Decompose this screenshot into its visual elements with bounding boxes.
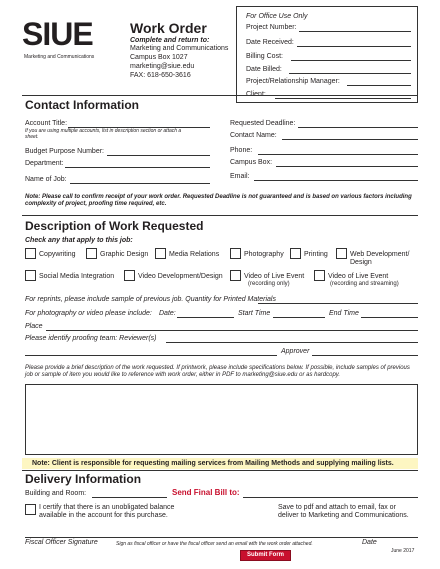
web-development-label-2: Design [350, 259, 372, 266]
address-line-4: FAX: 618-650-3616 [130, 72, 191, 79]
account-title-label: Account Title: [25, 120, 68, 127]
date-label: Date [362, 539, 377, 546]
send-bill-field[interactable] [243, 497, 418, 498]
social-media-checkbox[interactable] [25, 270, 36, 281]
deadline-label: Requested Deadline: [230, 120, 296, 127]
office-manager-field[interactable] [347, 85, 411, 86]
web-development-label: Web Development/ [350, 251, 410, 258]
photography-checkbox[interactable] [230, 248, 241, 259]
printing-checkbox[interactable] [290, 248, 301, 259]
reviewer-field[interactable] [166, 342, 418, 343]
shoot-date-label: Date: [159, 310, 176, 317]
office-client-label: Client: [246, 91, 266, 98]
phone-label: Phone: [230, 147, 253, 154]
approver-field[interactable] [312, 355, 418, 356]
certify-checkbox[interactable] [25, 504, 36, 515]
media-relations-checkbox[interactable] [155, 248, 166, 259]
save-pdf-text: Save to pdf and attach to email, fax or deliver to Marketing and Communications. [278, 504, 409, 519]
email-field[interactable] [254, 180, 418, 181]
video-live-recording-label: Video of Live Event [244, 273, 305, 280]
deadline-note: Note: Please call to confirm receipt of your work order. Requested Deadline is not guaranteed and is based on various factors including complexity of project, proofing time required, etc. [25, 194, 412, 207]
start-time-field[interactable] [273, 317, 325, 318]
reprints-quantity-field[interactable] [258, 303, 418, 304]
graphic-design-checkbox[interactable] [86, 248, 97, 259]
office-date-received-label: Date Received: [246, 39, 294, 46]
contact-name-field[interactable] [282, 139, 418, 140]
sign-note: Sign as fiscal officer or have the fiscal officer send an email with the work order attached. [116, 541, 313, 547]
video-development-label: Video Development/Design [138, 273, 223, 280]
building-room-field[interactable] [92, 497, 167, 498]
job-name-field[interactable] [70, 183, 210, 184]
office-date-billed-label: Date Billed: [246, 66, 282, 73]
version-label: June 2017 [391, 548, 415, 554]
copywriting-label: Copywriting [39, 251, 76, 258]
printing-label: Printing [304, 251, 328, 258]
end-time-label: End Time [329, 310, 359, 317]
office-project-number-label: Project Number: [246, 24, 297, 31]
logo-tagline: Marketing and Communications [24, 54, 95, 60]
copywriting-checkbox[interactable] [25, 248, 36, 259]
social-media-label: Social Media Integration [39, 273, 115, 280]
office-billing-cost-field[interactable] [291, 60, 411, 61]
mailing-note: Note: Client is responsible for requesting mailing services from Mailing Methods and supplying mailing lists. [32, 460, 394, 467]
photography-label: Photography [244, 251, 284, 258]
shoot-date-field[interactable] [177, 317, 234, 318]
reprints-label: For reprints, please include sample of previous job. Quantity for Printed Materials [25, 296, 276, 303]
certify-text: I certify that there is an unobligated balance available in the account for this purchase. [39, 504, 175, 519]
office-client-field[interactable] [275, 98, 411, 99]
video-live-streaming-label: Video of Live Event [328, 273, 389, 280]
description-textarea[interactable] [25, 384, 418, 455]
logo-wordmark: SIUE [22, 16, 93, 52]
office-project-number-field[interactable] [299, 31, 411, 32]
video-live-streaming-sub: (recording and streaming) [330, 281, 399, 287]
delivery-heading: Delivery Information [25, 472, 142, 486]
divider-contact [22, 95, 418, 96]
siue-logo [22, 18, 117, 62]
building-room-label: Building and Room: [25, 490, 87, 497]
end-time-field[interactable] [361, 317, 418, 318]
campus-box-field[interactable] [276, 166, 418, 167]
video-development-checkbox[interactable] [124, 270, 135, 281]
web-development-checkbox[interactable] [336, 248, 347, 259]
contact-name-label: Contact Name: [230, 132, 277, 139]
start-time-label: Start Time [238, 310, 271, 317]
department-label: Department: [25, 160, 64, 167]
campus-box-label: Campus Box: [230, 159, 273, 166]
proofing-label: Please identify proofing team: Reviewer(s) [25, 335, 157, 342]
video-live-streaming-checkbox[interactable] [314, 270, 325, 281]
office-use-title: For Office Use Only [246, 13, 308, 20]
check-apply-label: Check any that apply to this job: [25, 237, 133, 244]
department-field[interactable] [65, 167, 210, 168]
submit-form-button[interactable]: Submit Form [240, 550, 291, 561]
office-use-box [236, 6, 418, 103]
office-date-billed-field[interactable] [289, 73, 411, 74]
approver-label: Approver [281, 348, 310, 355]
account-note: If you are using multiple accounts, list in description section or attach a sheet. [25, 128, 182, 140]
address-line-2: Campus Box 1027 [130, 54, 188, 61]
brief-instructions: Please provide a brief description of the work requested. If printwork, please include specifications below. If possible, include samples of previous job or sample of item you would like to reference with work order, either in PDF to marketing@siue.edu or as hardcopy. [25, 365, 410, 378]
send-bill-label: Send Final Bill to: [172, 488, 240, 497]
deadline-field[interactable] [298, 127, 418, 128]
office-date-received-field[interactable] [297, 46, 411, 47]
graphic-design-label: Graphic Design [100, 251, 149, 258]
photo-video-label: For photography or video please include: [25, 310, 152, 317]
fiscal-signature-field[interactable] [25, 537, 418, 538]
address-line-1: Marketing and Communications [130, 45, 229, 52]
email-label: Email: [230, 173, 250, 180]
divider-description [22, 215, 418, 216]
address-line-3: marketing@siue.edu [130, 63, 195, 70]
video-live-recording-checkbox[interactable] [230, 270, 241, 281]
description-heading: Description of Work Requested [25, 219, 204, 233]
budget-purpose-field[interactable] [107, 155, 210, 156]
place-field[interactable] [46, 330, 418, 331]
complete-return-label: Complete and return to: [130, 37, 210, 44]
fiscal-signature-label: Fiscal Officer Signature [25, 539, 98, 546]
office-billing-cost-label: Billing Cost: [246, 53, 283, 60]
video-live-recording-sub: (recording only) [248, 281, 290, 287]
divider-delivery [22, 470, 418, 471]
office-manager-label: Project/Relationship Manager: [246, 78, 340, 85]
job-name-label: Name of Job: [25, 176, 67, 183]
media-relations-label: Media Relations [169, 251, 220, 258]
page-title: Work Order [130, 20, 207, 36]
budget-purpose-label: Budget Purpose Number: [25, 148, 104, 155]
place-label: Place [25, 323, 43, 330]
reviewer-field-2[interactable] [25, 355, 277, 356]
phone-field[interactable] [258, 154, 418, 155]
contact-heading: Contact Information [25, 98, 139, 112]
